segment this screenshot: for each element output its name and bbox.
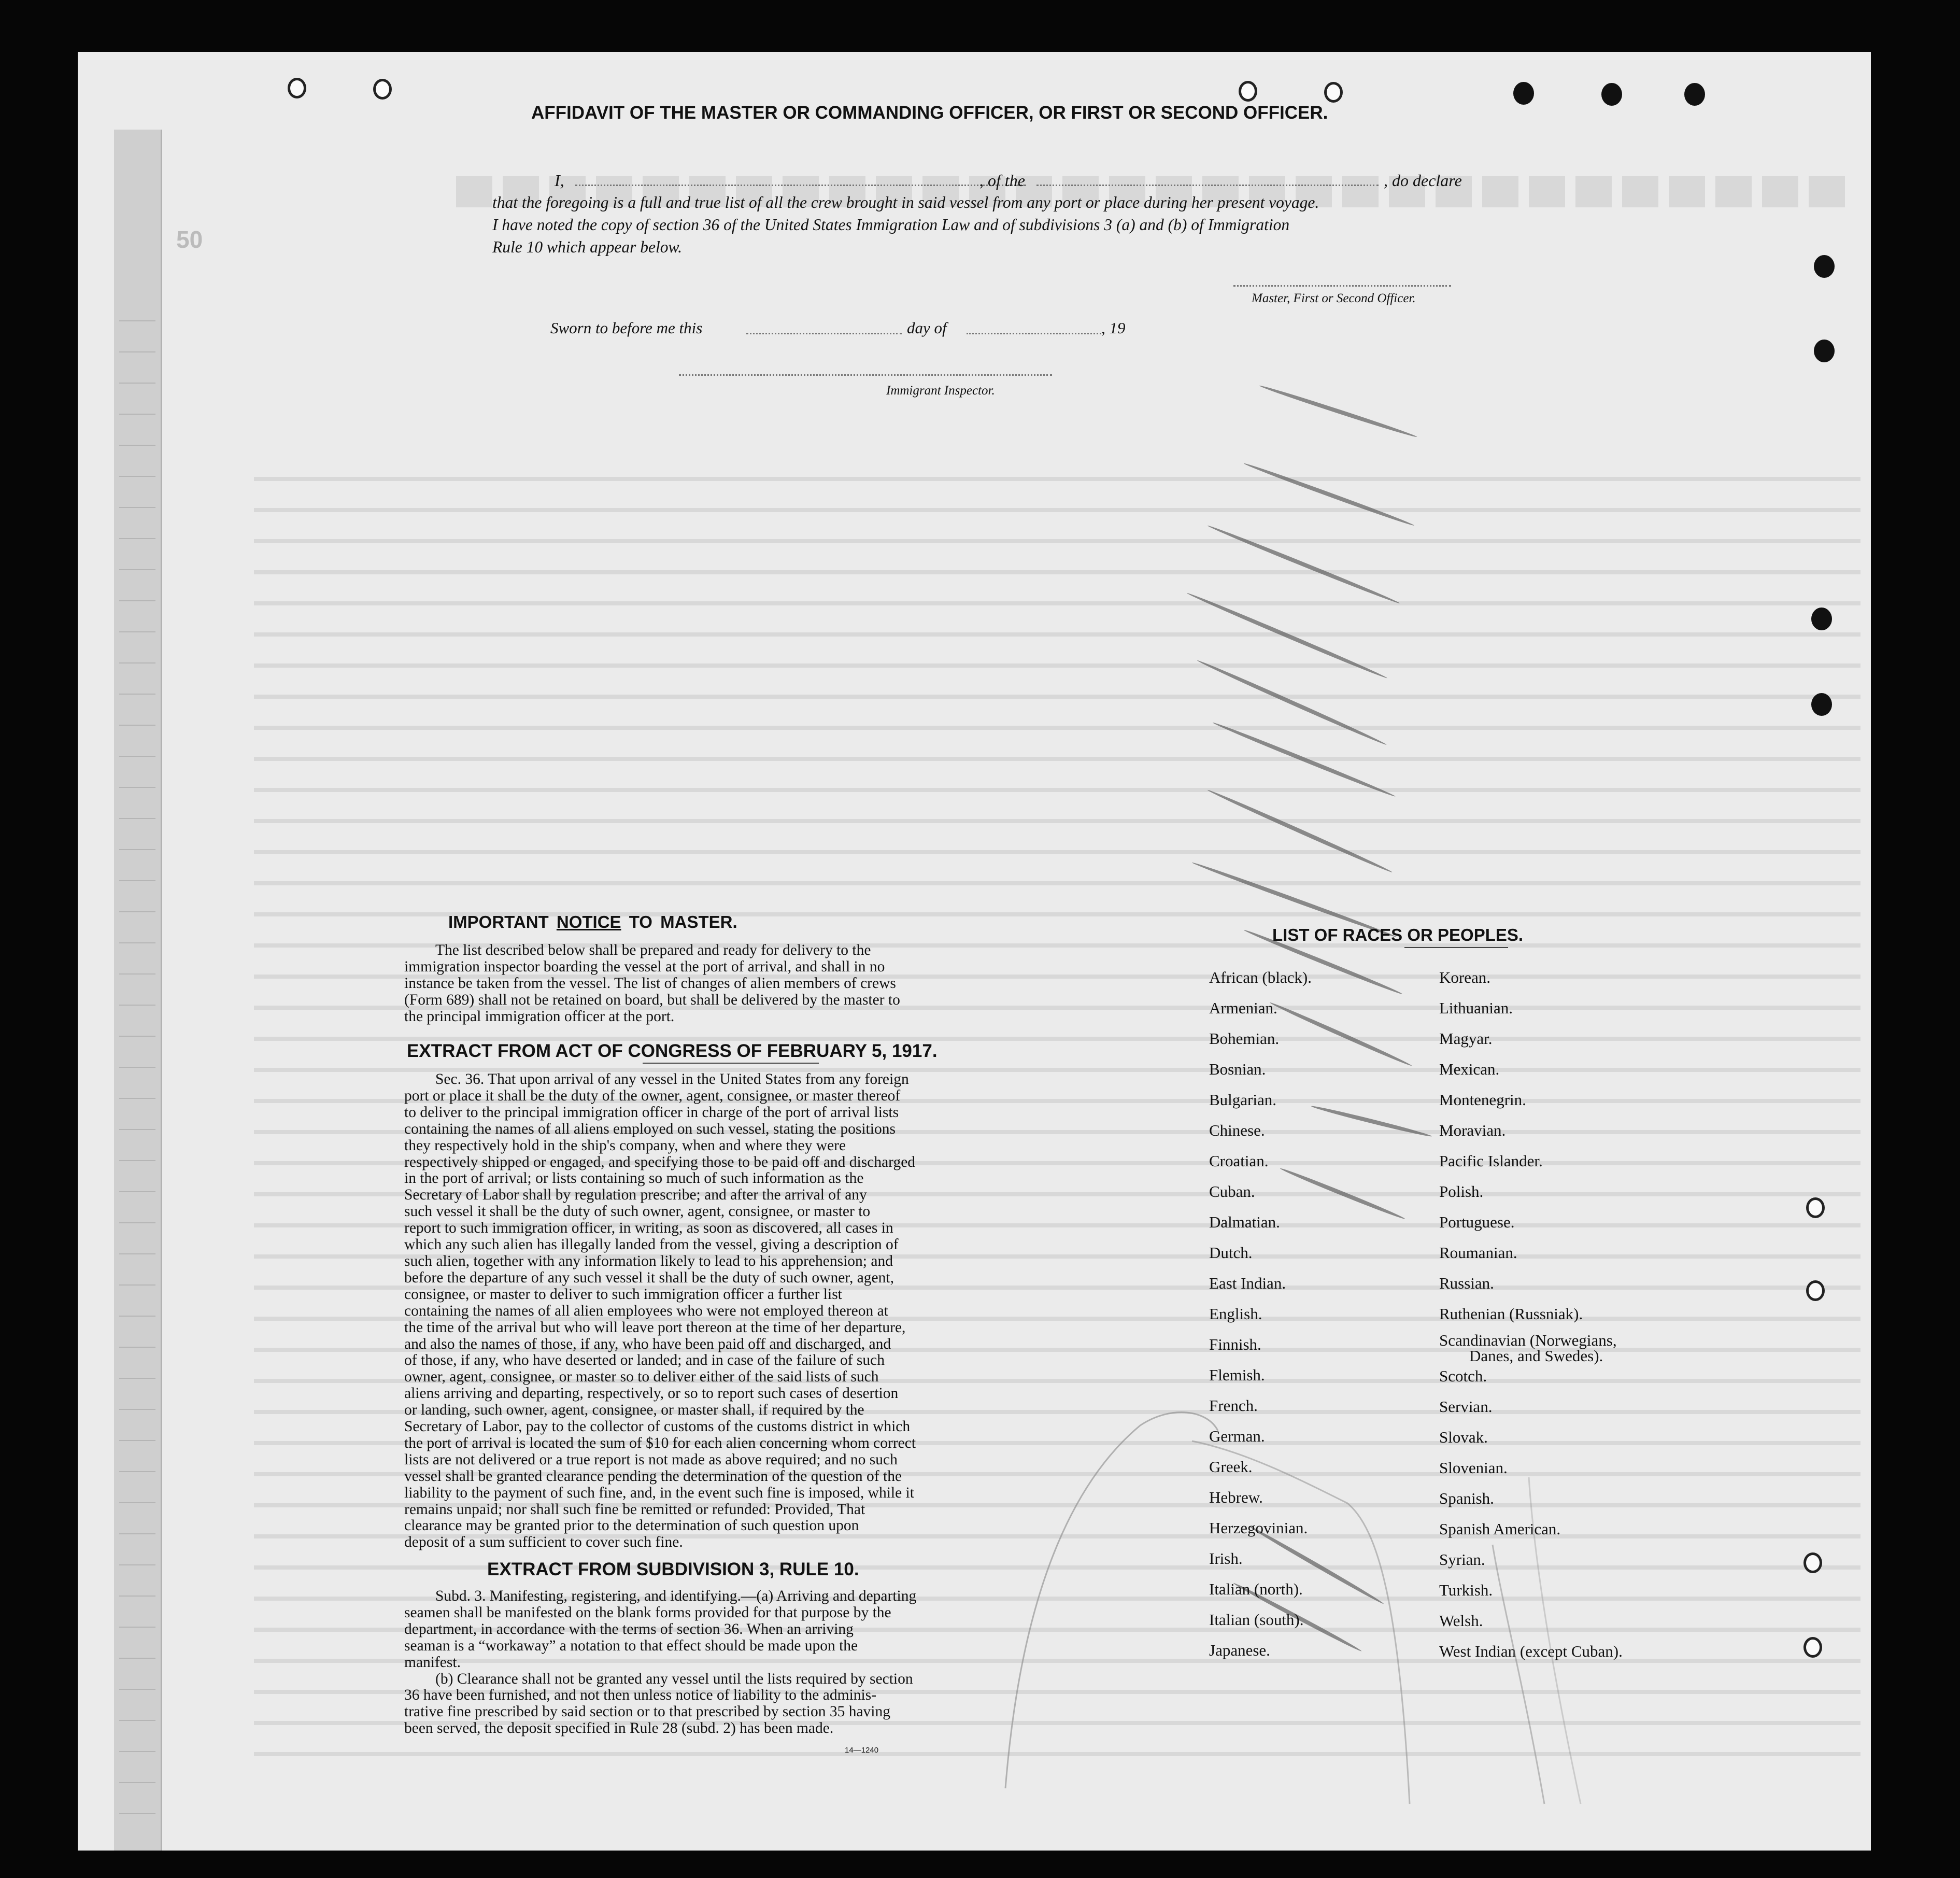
punch-hole xyxy=(1684,83,1705,106)
rule-line: seamen shall be manifested on the blank forms provided for that purpose by the xyxy=(404,1604,891,1621)
race-left: Cuban. xyxy=(1209,1182,1255,1201)
act-line: owner, agent, consignee, or master so to deliver either of the said lists of such xyxy=(404,1368,879,1386)
race-right: Korean. xyxy=(1439,968,1490,986)
race-right: Servian. xyxy=(1439,1397,1493,1416)
act-line: which any such alien has illegally landed from the vessel, giving a description of xyxy=(404,1236,899,1253)
notice-line: The list described below shall be prepared and ready for delivery to the xyxy=(435,942,871,958)
notice-title: IMPORTANT NOTICE TO MASTER. xyxy=(448,912,737,931)
act-line: respectively shipped or engaged, and specifying those to be paid off and discharged xyxy=(404,1153,916,1170)
extract-act-title: EXTRACT FROM ACT OF CONGRESS OF FEBRUARY 5, 1917. xyxy=(407,1041,938,1061)
act-line: such alien, together with any information likely to lead to his apprehension; and xyxy=(404,1252,893,1269)
race-left: English. xyxy=(1209,1305,1262,1323)
act-line: Sec. 36. That upon arrival of any vessel in the United States from any foreign xyxy=(435,1071,909,1088)
extract-rule-title: EXTRACT FROM SUBDIVISION 3, RULE 10. xyxy=(487,1559,859,1579)
race-left: Chinese. xyxy=(1209,1121,1265,1139)
races-title-underline xyxy=(1404,947,1508,948)
race-right: Moravian. xyxy=(1439,1121,1506,1139)
rule-line: trative fine prescribed by said section or to that prescribed by section 35 having xyxy=(404,1703,890,1720)
race-right: Russian. xyxy=(1439,1274,1494,1292)
act-line: containing the names of all alien employees who were not employed thereon at xyxy=(404,1302,888,1319)
race-left: Bohemian. xyxy=(1209,1029,1280,1048)
race-right: Syrian. xyxy=(1439,1550,1485,1569)
punch-hole xyxy=(1811,608,1832,630)
race-left: Herzegovinian. xyxy=(1209,1519,1308,1537)
race-right: Turkish. xyxy=(1439,1581,1493,1599)
race-right: Slovak. xyxy=(1439,1428,1488,1446)
act-line: report to such immigration officer, in writing, as soon as discovered, all cases in xyxy=(404,1220,893,1237)
race-right: Montenegrin. xyxy=(1439,1091,1526,1109)
race-right: Danes, and Swedes). xyxy=(1469,1347,1603,1365)
race-left: Dutch. xyxy=(1209,1244,1253,1262)
extract-act-body xyxy=(404,1071,1003,1551)
race-left: German. xyxy=(1209,1427,1265,1445)
punch-hole xyxy=(1239,81,1257,102)
notice-line: the principal immigration officer at the port. xyxy=(404,1008,675,1025)
races-title: LIST OF RACES OR PEOPLES. xyxy=(1272,925,1524,944)
act-line: liability to the payment of such fine, and, in the event such fine is imposed, while it xyxy=(404,1484,914,1501)
punch-hole xyxy=(1803,1637,1822,1658)
race-left: Bulgarian. xyxy=(1209,1091,1276,1109)
act-line: vessel shall be granted clearance pending the determination of the question of the xyxy=(404,1467,902,1485)
sworn-text: Sworn to before me this xyxy=(550,319,703,337)
rule-line: department, in accordance with the terms of section 36. When an arriving xyxy=(404,1620,854,1637)
act-line: remains unpaid; nor shall such fine be remitted or refunded: Provided, That xyxy=(404,1501,865,1518)
rule-line: manifest. xyxy=(404,1654,461,1671)
rule-line: 36 have been furnished, and not then unless notice of liability to the adminis- xyxy=(404,1687,877,1704)
master-signature-line xyxy=(1233,285,1451,287)
act-line: Secretary of Labor shall by regulation prescribe; and after the arrival of any xyxy=(404,1187,867,1204)
pencil-scribble xyxy=(985,1348,1710,1814)
race-left: Japanese. xyxy=(1209,1641,1270,1659)
race-left: Italian (south). xyxy=(1209,1611,1304,1629)
race-right: Pacific Islander. xyxy=(1439,1152,1543,1170)
affidavit-i: I, xyxy=(555,171,564,190)
month-blank xyxy=(967,333,1101,334)
act-line: of those, if any, who have deserted or landed; and in case of the failure of such xyxy=(404,1352,885,1369)
act-line: and also the names of those, if any, who have been paid off and discharged, and xyxy=(404,1335,891,1352)
race-left: Flemish. xyxy=(1209,1366,1265,1384)
race-right: Spanish. xyxy=(1439,1489,1494,1507)
race-right: Polish. xyxy=(1439,1182,1484,1201)
race-left: Italian (north). xyxy=(1209,1580,1303,1598)
act-line: containing the names of all aliens employed on such vessel, stating the positions xyxy=(404,1120,896,1137)
race-left: Finnish. xyxy=(1209,1335,1261,1353)
notice-line: (Form 689) shall not be retained on board, but shall be delivered by the master to xyxy=(404,991,900,1008)
form-number: 14—1240 xyxy=(845,1746,879,1755)
name-blank xyxy=(575,185,1026,186)
affidavit-do-declare: , do declare xyxy=(1384,171,1462,190)
punch-hole xyxy=(1806,1197,1825,1218)
act-line: deposit of a sum sufficient to cover such fine. xyxy=(404,1534,683,1551)
race-left: Greek. xyxy=(1209,1458,1253,1476)
act-line: or landing, such owner, agent, consignee, or master shall, if required by the xyxy=(404,1402,864,1419)
ruled-margin-lines xyxy=(119,311,155,1814)
act-line: they respectively hold in the ship's company, when and where they were xyxy=(404,1137,846,1154)
punch-hole xyxy=(1324,82,1343,103)
act-line: to deliver to the principal immigration officer in charge of the port of arrival lists xyxy=(404,1104,899,1121)
act-line: the port of arrival is located the sum of $10 for each alien concerning whom correct xyxy=(404,1434,916,1451)
race-left: Croatian. xyxy=(1209,1152,1269,1170)
punch-hole xyxy=(1814,255,1835,278)
punch-hole xyxy=(1806,1280,1825,1301)
race-right: Ruthenian (Russniak). xyxy=(1439,1305,1583,1323)
affidavit-of-the: , of the xyxy=(979,171,1025,190)
notice-line: immigration inspector boarding the vessel at the port of arrival, and shall in no xyxy=(404,958,885,975)
race-left: Bosnian. xyxy=(1209,1060,1266,1078)
rule-line: seaman is a “workaway” a notation to that effect should be made upon the xyxy=(404,1637,858,1654)
inspector-signature-line xyxy=(679,374,1052,376)
document-page xyxy=(78,52,1871,1851)
act-line: in the port of arrival; or lists containing so much of such information as the xyxy=(404,1170,864,1187)
race-left: East Indian. xyxy=(1209,1274,1286,1292)
race-right: Welsh. xyxy=(1439,1612,1483,1630)
act-line: aliens arriving and departing, respectively, or so to report such cases of desertion xyxy=(404,1385,899,1402)
act-line: before the departure of any such vessel it shall be the duty of such owner, agent, xyxy=(404,1269,894,1286)
rule-line: been served, the deposit specified in Rule 28 (subd. 2) has been made. xyxy=(404,1720,834,1737)
race-right: West Indian (except Cuban). xyxy=(1439,1642,1623,1660)
race-left: Dalmatian. xyxy=(1209,1213,1280,1231)
affidavit-line-4: Rule 10 which appear below. xyxy=(492,238,682,256)
rule-line: Subd. 3. Manifesting, registering, and identifying.—(a) Arriving and departing xyxy=(435,1588,917,1604)
inspector-signature-label: Immigrant Inspector. xyxy=(886,384,995,398)
race-right: Lithuanian. xyxy=(1439,999,1513,1017)
race-left: Hebrew. xyxy=(1209,1488,1263,1506)
race-left: French. xyxy=(1209,1396,1258,1415)
act-line: consignee, or master to deliver to such immigration officer a further list xyxy=(404,1286,842,1303)
affidavit-title: AFFIDAVIT OF THE MASTER OR COMMANDING OFFICER, OR FIRST OR SECOND OFFICER. xyxy=(531,103,1328,123)
act-line: clearance may be granted prior to the determination of such question upon xyxy=(404,1517,859,1534)
race-right: Mexican. xyxy=(1439,1060,1500,1078)
race-left: African (black). xyxy=(1209,968,1312,986)
margin-page-number: 50 xyxy=(176,226,203,253)
vessel-blank xyxy=(1036,185,1379,186)
notice-line: instance be taken from the vessel. The list of changes of alien members of crews xyxy=(404,975,896,992)
extract-rule-body xyxy=(404,1588,1003,1737)
extract-act-underline xyxy=(643,1063,819,1064)
day-of-text: day of xyxy=(907,319,947,337)
punch-hole xyxy=(1513,82,1534,105)
punch-hole xyxy=(1814,340,1835,362)
punch-hole xyxy=(1601,83,1622,106)
act-line: Secretary of Labor, pay to the collector of customs of the customs district in which xyxy=(404,1418,911,1435)
affidavit-line-3: I have noted the copy of section 36 of the United States Immigration Law and of subdivisions 3 (a) and (b) of Immigration xyxy=(492,216,1290,234)
race-right: Slovenian. xyxy=(1439,1459,1508,1477)
rule-line: (b) Clearance shall not be granted any vessel until the lists required by section xyxy=(435,1670,913,1687)
punch-hole xyxy=(1803,1552,1822,1573)
tick-mark xyxy=(1259,384,1418,439)
act-line: port or place it shall be the duty of the owner, agent, consignee, or master thereof xyxy=(404,1087,901,1104)
race-left: Armenian. xyxy=(1209,999,1277,1017)
act-line: the time of the arrival but who will leave port thereon at the time of her departure, xyxy=(404,1319,906,1336)
affidavit-line-2: that the foregoing is a full and true list of all the crew brought in said vessel from any port or place during her present voyage. xyxy=(492,193,1319,211)
sworn-day-blank xyxy=(746,333,902,334)
punch-hole xyxy=(1811,693,1832,716)
race-right: Portuguese. xyxy=(1439,1213,1515,1231)
act-line: lists are not delivered or a true report is not made as above required; and no such xyxy=(404,1451,898,1468)
year-text: , 19 xyxy=(1101,319,1126,337)
race-right: Scotch. xyxy=(1439,1367,1487,1385)
race-left: Irish. xyxy=(1209,1549,1243,1568)
race-right: Scandinavian (Norwegians, xyxy=(1439,1331,1617,1349)
race-right: Roumanian. xyxy=(1439,1244,1517,1262)
master-signature-label: Master, First or Second Officer. xyxy=(1252,291,1416,305)
race-right: Magyar. xyxy=(1439,1029,1493,1048)
act-line: such vessel it shall be the duty of such owner, agent, consignee, or master to xyxy=(404,1203,871,1220)
punch-hole xyxy=(373,79,392,100)
notice-body xyxy=(404,942,1003,1025)
punch-hole xyxy=(288,78,306,98)
race-right: Spanish American. xyxy=(1439,1520,1561,1538)
